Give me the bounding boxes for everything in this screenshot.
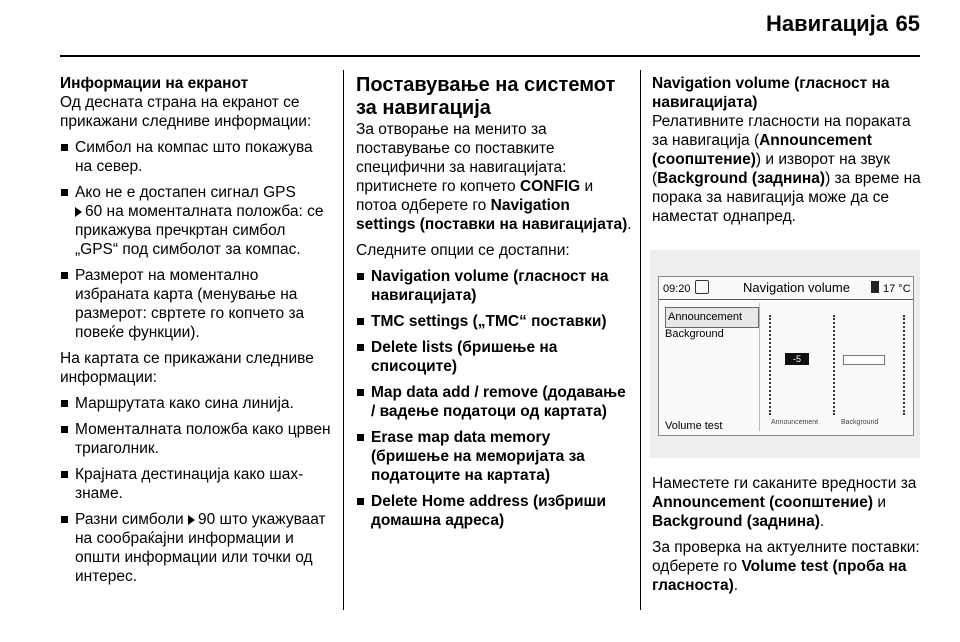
list-item: Крајната дестинација како шах-знаме. (60, 465, 332, 503)
list-item: Erase map data memory (бришење на меморијата за податоците на картата) (356, 428, 632, 485)
menu-name: Navigation settings (поставки на навигацијата) (356, 197, 628, 233)
paragraph: На картата се прикажани следниве информации: (60, 350, 314, 386)
paragraph: Од десната страна на екранот се прикажани следниве информации: (60, 94, 312, 130)
option-name: Volume test (проба на гласноста) (652, 558, 907, 594)
paragraph: За отворање на менито за поставување со поставките специфични за навигацијата: притиснете го копчето CONFIG и потоа одберете го Navigation settings (поставки на навигацијата). (356, 121, 632, 233)
list-item: Симбол на компас што покажува на север. (60, 138, 332, 176)
page-number: 65 (895, 11, 920, 36)
column-3 (652, 74, 922, 233)
options-list (356, 267, 632, 530)
paragraph: За проверка на актуелните поставки: одберете го Volume test (проба на гласноста). (652, 539, 920, 594)
list-item: Маршрутата како сина линија. (60, 394, 332, 413)
volume-scale (903, 315, 908, 415)
list-item-text: Ако не е достапен сигнал GPS (75, 184, 296, 201)
clock-text: 09:20 (663, 283, 691, 295)
list-item: Delete lists (бришење на списоците) (356, 338, 632, 376)
paragraph: Следните опции се достапни: (356, 242, 570, 259)
map-info-list (60, 394, 332, 586)
flag-icon (871, 281, 879, 293)
text: Релативните гласности на пораката за навигација ( (652, 113, 911, 149)
list-item (60, 510, 332, 586)
section-title: Поставување на системот за навигација (356, 74, 616, 119)
menu-item-announcement[interactable]: Announcement (665, 307, 759, 328)
menu-item-volume-test[interactable]: Volume test (665, 420, 723, 432)
list-item: Delete Home address (избриши домашна адреса) (356, 492, 632, 530)
text: и (877, 494, 886, 511)
volume-scale (769, 315, 774, 415)
list-item-text: Разни симболи (75, 511, 184, 528)
list-item: Navigation volume (гласност на навигацијата) (356, 267, 632, 305)
section-heading: Информации на екранот (60, 75, 249, 92)
text: ) за време на порака за навигација може да се наместат однапред. (652, 170, 921, 225)
column-2 (356, 74, 632, 537)
text: За отворање на менито за поставување со поставките специфични за навигацијата: притиснете го копчето (356, 121, 567, 195)
display-screen (658, 276, 914, 436)
list-item-text: се прикажува пречкртан симбол „GPS“ под симболот за компас. (75, 203, 324, 258)
list-item: Моменталната положба како црвен триаголник. (60, 420, 332, 458)
reference-arrow-icon (75, 207, 82, 217)
option-name: Announcement (соопштение) (652, 132, 872, 168)
list-item: Map data add / remove (додавање / вадење податоци од картата) (356, 383, 632, 421)
reference-text: 60 на моменталната положба: (85, 203, 303, 220)
list-item: TMC settings („TMC“ поставки) (356, 312, 632, 331)
menu-item-background[interactable]: Background (665, 328, 724, 340)
column-divider (640, 70, 641, 610)
temperature-text: 17 °C (883, 283, 911, 295)
menu-list (661, 303, 760, 431)
screen-title: Navigation volume (743, 280, 850, 295)
paragraph: Наместете ги саканите вредности за Announcement (соопштение) и Background (заднина). (652, 475, 917, 530)
announcement-slider[interactable]: -5 (785, 353, 809, 365)
list-item: Размерот на моментално избраната карта (менување на размерот: свртете го копчето за повеќе функции). (60, 266, 332, 342)
button-name: CONFIG (519, 178, 581, 195)
navigation-icon (695, 280, 709, 294)
slider-label: Background (841, 419, 879, 426)
paragraph (652, 112, 922, 226)
column-divider (343, 70, 344, 610)
reference-arrow-icon (188, 515, 195, 525)
slider-label: Announcement (771, 419, 819, 426)
background-slider[interactable] (843, 355, 885, 365)
list-item (60, 183, 332, 259)
text: За проверка на актуелните поставки: одберете го (652, 539, 920, 575)
text: и потоа одберете го (356, 178, 594, 214)
text: Наместете ги саканите вредности за (652, 475, 917, 492)
reference-text: 90 што укажуваат на сообраќајни информации и општи информации или точки од интерес. (75, 511, 326, 585)
option-name: Background (заднина) (652, 513, 820, 530)
section-heading: Navigation volume (гласност на навигацијата) (652, 75, 890, 111)
text: ) и изворот на звук ( (652, 151, 891, 187)
page-header (0, 0, 960, 58)
volume-scale (833, 315, 838, 415)
column-1 (60, 74, 332, 593)
header-rule (60, 55, 920, 57)
page-title: Навигација (766, 11, 888, 36)
screen-figure (650, 250, 920, 458)
status-bar (659, 277, 913, 300)
info-list (60, 138, 332, 342)
column-3-lower (652, 474, 922, 602)
option-name: Announcement (соопштение) (652, 494, 873, 511)
option-name: Background (заднина) (657, 170, 826, 187)
